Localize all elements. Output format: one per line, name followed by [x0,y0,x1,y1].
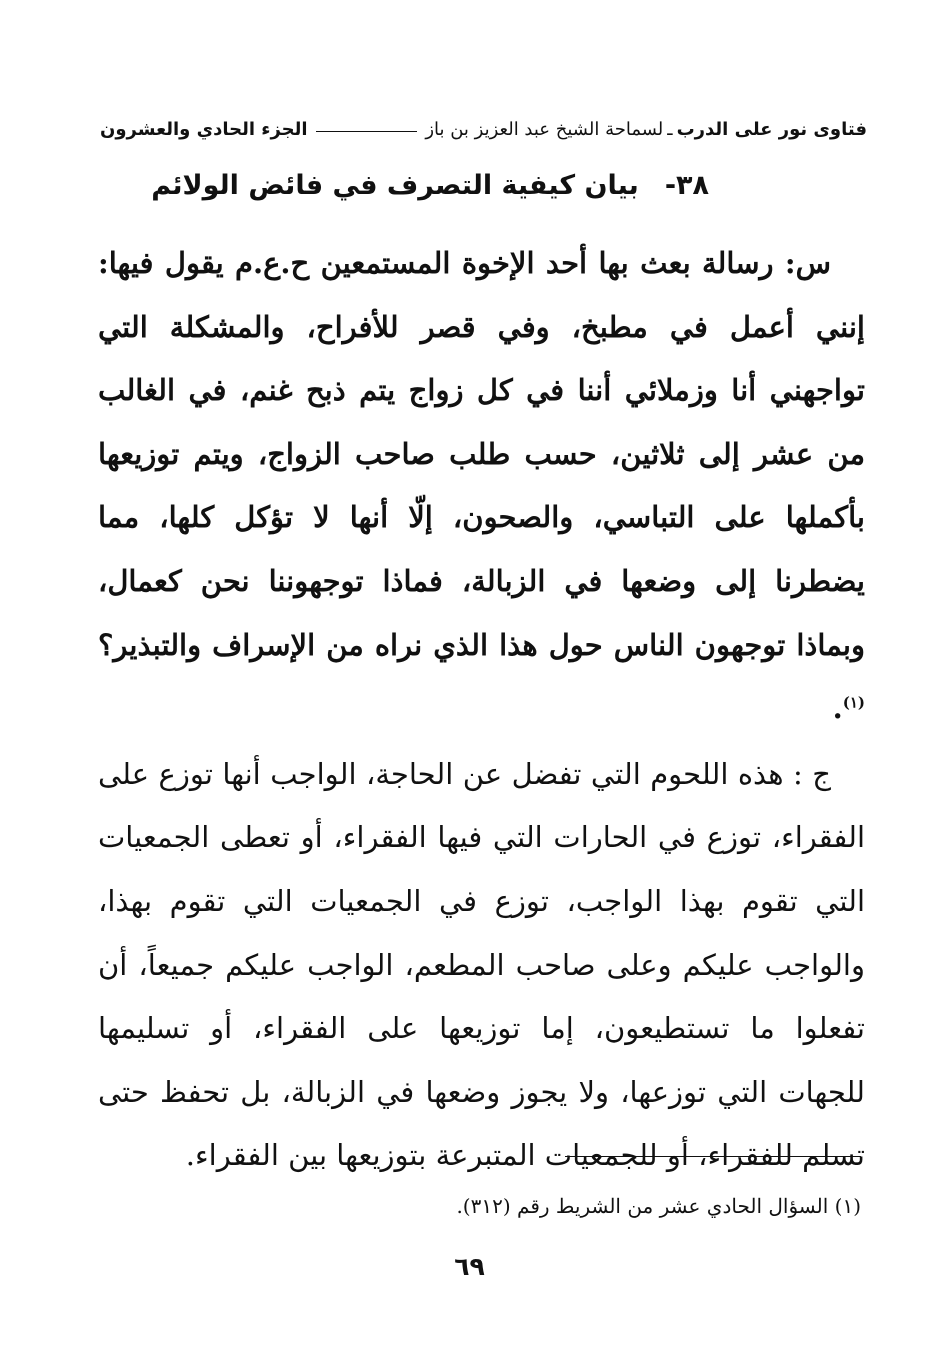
question-paragraph [98,232,865,741]
body-text [98,232,865,1188]
footnote: (١) السؤال الحادي عشر من الشريط رقم (٣١٢). [456,1194,861,1218]
header-divider-line [316,131,418,132]
section-heading [151,170,709,201]
volume-label: الجزء الحادي والعشرون [100,118,308,140]
footnote-separator-line [565,1156,861,1157]
answer-text: ج : هذه اللحوم التي تفضل عن الحاجة، الواجب أنها توزع على الفقراء، توزع في الحارات التي فيها الفقراء، أو تعطى الجمعيات التي تقوم بهذا الواجب، توزع في الجمعيات التي تقوم بهذا، والواجب عليكم وعلى صاحب المطعم، الواجب عليكم جميعاً، أن تفعلوا ما تستطيعون، إما توزيعها على الفقراء، أو تسليمها للجهات التي توزعها، ولا يجوز وضعها في الزبالة، بل تحفظ حتى تسلم للفقراء، أو للجمعيات المتبرعة بتوزيعها بين الفقراء. [98,756,865,1173]
book-title: فتاوى نور على الدرب [676,118,867,140]
footnote-reference: (١) [842,693,865,712]
page-number: ٦٩ [454,1252,485,1281]
running-header [100,112,867,146]
author-name: لسماحة الشيخ عبد العزيز بن باز [425,118,664,140]
answer-paragraph [98,743,865,1188]
section-number: ٣٨- [664,170,709,201]
question-end: . [832,691,843,726]
question-text: س: رسالة بعث بها أحد الإخوة المستمعين ح.ع.م يقول فيها: إنني أعمل في مطبخ، وفي قصر للأفراح، والمشكلة التي تواجهني أنا وزملائي أننا في كل زواج يتم ذبح غنم، في الغالب من عشر إلى ثلاثين، حسب طلب صاحب الزواج، ويتم توزيعها بأكملها على التباسي، والصحون، إلّا أنها لا تؤكل كلها، مما يضطرنا إلى وضعها في الزبالة، فماذا توجهوننا نحن كعمال، وبماذا توجهون الناس حول هذا الذي نراه من الإسراف والتبذير؟ [98,246,865,662]
header-separator: ـ [667,118,673,140]
section-title: بيان كيفية التصرف في فائض الولائم [151,170,639,201]
